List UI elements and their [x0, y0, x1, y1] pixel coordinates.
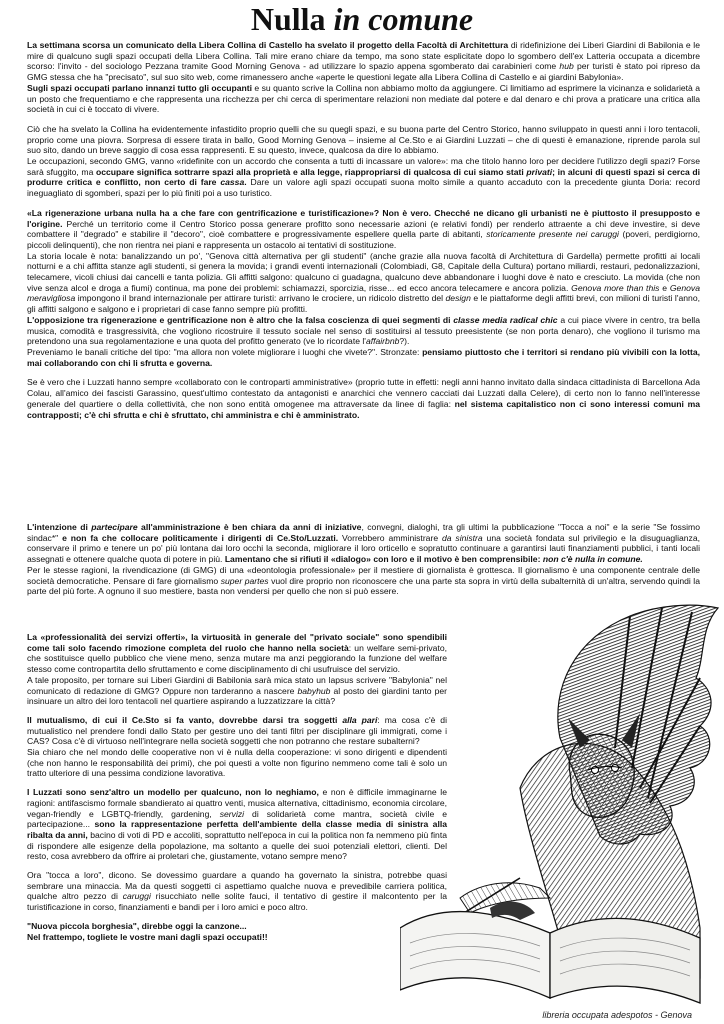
text-run: Sia chiaro che nel mondo delle cooperative non vi è nulla della cooperazione: vi sono dirigenti e dipendenti (che non hanno le responsabilità dei primi), che poi questi a volte non figurino nemmeno come tali è solo un tratto ulteriore di una pessima condizione lavorativa. — [27, 747, 447, 779]
text-run: per turisti è stato poi ripreso da GMG stessa che ha "precisato", sul suo sito web, come rimanessero anche «aperte le questioni legate alla Libera Collina di Castello e ai giardini Babylonia». — [27, 61, 701, 83]
text-run: L'intenzione di — [27, 522, 92, 532]
text-run: L'opposizione tra rigenerazione e gentrificazione non è altro che la falsa coscienza di quei segmenti di — [27, 314, 454, 325]
paragraph — [27, 124, 700, 156]
text-run: bacino di voti di PD e accoliti, soprattutto nell'epoca in cui la politica non fa nemmeno più finta di rispondere alle esigenze della popolazione, ma soltanto a quelle dei suoi potenziali elettori, clienti. Del resto, cosa avrebbero da offrire ai proletari che, giustamente, votano sempre meno? — [27, 829, 447, 862]
text-run: alla pari — [342, 714, 378, 725]
text-run: a cui piace vivere in centro, tra bella musica, comodità e trasgressività, che vogliono ricostruire il tessuto sociale nel senso di sostituirsi al tessuto preesistente (se non porta denaro), che vogliono il turismo ma pretendono una sua regolamentazione e una quota del profitto generato (ve lo ricordate l' — [27, 314, 700, 347]
paragraph — [27, 787, 447, 862]
text-run: . — [244, 177, 247, 188]
paragraph — [27, 208, 700, 251]
text-run: e non è difficile immaginarne le ragioni: antifascismo formale sbandierato ai quattro venti, musica alternativa, cittadinismo, economia circolare, vegan-friendly e LGBTQ-friendly, gardening, — [27, 787, 447, 819]
text-run: e le piattaforme degli affitti brevi, con milioni di turisti l'anno, gli affitti salgono e salgono e i proprietari di case fanno sempre più profitti. — [27, 293, 700, 315]
text-run: Preveniamo le banali critiche del tipo: "ma allora non volete migliorare i luoghi che vivete?". Stronzate: — [27, 346, 423, 357]
text-run: La settimana scorsa un comunicato della Libera Collina di Castello ha svelato il progetto della Facoltà di Architettura — [27, 40, 509, 50]
text-run: Genova meravigliosa — [27, 282, 700, 304]
text-run: Dare un valore agli spazi occupati suona molto simile a quanto accaduto con la precedente giunta Doria: record ineguagliato di sgomberi, spazi per lo più finiti poi a uso turistico. — [27, 177, 700, 199]
text-run: da sinistra — [441, 532, 483, 543]
text-run: di ridefinizione dei Liberi Giardini di Babilonia e le mire di qualcuno sugli spazi occupati della Libera Collina. Tali mire erano chiare da tempo, ma sono state esplicitate dopo lo sgombero dell'ex Latteria occupata a dicembre scorso: l'invito - del sociologo Pezzana tramite Good Morning Genova - ad utilizzare lo spazio appena sgomberato dai carabinieri come — [27, 40, 700, 72]
text-run: babyhub — [297, 685, 331, 696]
text-run: e su quanto scrive la Collina non abbiamo molto da aggiungere. Ci limitiamo ad esprimere la vicinanza e solidarietà a un posto che frequentiamo e che rappresenta una ricchezza per chi cerca di sperimentare relazioni non mediate dal potere e dal denaro e chi prova a praticare una critica alla società in cui ci è toccato di vivere. — [27, 82, 700, 115]
text-run: classe media radical chic — [453, 314, 558, 325]
paragraph — [27, 347, 700, 368]
text-run: Ora "tocca a loro", dicono. Se dovessimo guardare a quando ha governato la sinistra, potrebbe quasi sembrare una minaccia. Ma da questi soggetti ci aspettiamo qualche nuova e prevedibile carriera politica, qualche altro pezzo di — [27, 870, 447, 902]
paragraph — [27, 315, 700, 347]
text-run: ; in alcuni di questi spazi si cerca di produrre critica e conflitto, non certo di fare — [27, 166, 700, 188]
text-run: Lamentano che si rifiuti il «dialogo» con loro e il motivo è ben comprensibile: — [224, 554, 543, 565]
text-run: : un welfare semi-privato, che sostituisce quello pubblico che viene meno, senza mutare ma anzi peggiorando la funzione del welfare stesso come contropartita dello sfruttamento e come disciplinamento di chi usufruisce del servizio. — [27, 642, 447, 675]
text-run: Perché un territorio come il Centro Storico possa generare profitto sono necessarie azioni (e relativi fondi) per renderlo attraente a chi deve investire, si deve combattere il "degrado" e stabilire il "decoro", cioè combattere e progressivamente espellere quella parte di abitanti, — [27, 218, 700, 240]
paragraph — [27, 870, 447, 913]
paragraph — [27, 156, 700, 199]
text-run: Ciò che ha svelato la Collina ha evidentemente infastidito proprio quelli che su quegli spazi, e su buona parte del Centro Storico, hanno sviluppato in questi anni i loro tentacoli, proprio come una piovra. Sorpresa di essere tirata in ballo, Good Morning Genova – insieme al Ce.Sto e ai Giardini Luzzati – che di questi è emanazione, riprende parola sul suo sito, dando un breve saggio di cosa essa rappresenti. E su questo, invece, qualcosa da dire lo abbiamo. — [27, 123, 700, 156]
text-run: ?). — [399, 336, 410, 347]
title-italic: in comune — [333, 1, 474, 37]
paragraph — [27, 251, 700, 315]
text-run: , convegni, dialoghi, tra gli ultimi la pubblicazione "Tocca a noi" e la serie "Se fossimo sindac*" — [27, 522, 700, 543]
text-run: risucchiato nelle solite fauci, il tentativo di gestire il malcontento per la turistificazione in corso, finanziamenti e bandi per i loro amici e poco altro. — [27, 891, 447, 913]
text-run: e — [659, 282, 670, 293]
paragraph — [27, 675, 447, 707]
text-run: una società fondata sul privilegio e la disuguaglianza, conservare il primo e tenere un po' più lontana dai loro occhi la seconda, migliorare il loro orticello e sopratutto continuare a garantirsi lauti finanziamenti pubblici, i tanti locali assegnati e ottenere qualche quota di potere in più. — [27, 532, 701, 565]
text-run: Sugli spazi occupati parlano innanzi tutto gli occupanti — [27, 82, 253, 93]
text-run: caruggi — [122, 891, 151, 902]
paragraph — [27, 565, 700, 597]
paragraph — [27, 632, 447, 675]
paragraph — [27, 522, 700, 565]
closing-line: Nel frattempo, togliete le vostre mani dagli spazi occupati!! — [27, 931, 268, 942]
text-run: A tale proposito, per tornare sui Liberi Giardini di Babilonia sarà mica stato un lapsus scrivere "Babylonia" nel comunicato di redazione di GMG? Oppure non tarderanno a nascere — [27, 674, 447, 696]
closing-line: "Nuova piccola borghesia", direbbe oggi la canzone... — [27, 920, 247, 931]
text-run: «La rigenerazione urbana nulla ha a che fare con gentrificazione e turistificazione»? Non è vero. Checché ne dicano gli urbanisti ne è piuttosto il presupposto e l'origine. — [27, 207, 700, 229]
text-run: Per le stesse ragioni, la rivendicazione (di GMG) di una «deontologia professionale» per il mestiere di giornalista è grottesca. Il giornalismo è una componente centrale delle società democratiche. Pensare di fare giornalismo — [27, 564, 700, 586]
text-run: partecipare — [91, 522, 138, 532]
text-run: sono la rappresentazione perfetta dell'ambiente della classe media di sinistra alla ribalta da anni, — [27, 819, 447, 840]
text-run: privati — [526, 166, 553, 177]
text-run: pensiamo piuttosto che i territori si rendano più vivibili con la lotta, mai collaborando con chi li sfrutta e governa. — [27, 346, 700, 368]
text-run: Le occupazioni, secondo GMG, vanno «ridefinite con un accordo che consenta a tutti di incassare un valore»: ma che titolo hanno loro per decidere l'utilizzo degli spazi? Forse sarà sfuggito, ma — [27, 156, 700, 177]
text-run: Il mutualismo, di cui il Ce.Sto si fa vanto, dovrebbe darsi tra soggetti — [27, 714, 343, 725]
text-run: cassa — [220, 177, 245, 188]
text-run: all'amministrazione è ben chiara da anni di iniziative — [137, 522, 362, 532]
text-run: (poveri, perdigiorno, piccoli delinquenti), che non rientra nei piani e rappresenta un ostacolo ai tentativi di sostituzione. — [27, 229, 700, 250]
text-run: Vorrebbero amministrare — [338, 532, 442, 543]
text-run: Genova more than this — [571, 282, 660, 293]
text-run: servizi — [219, 808, 245, 819]
footer-signature: libreria occupata adespotos - Genova — [542, 1010, 692, 1020]
text-run: : ma cosa c'è di mutualistico nel prendere fondi dallo Stato per gestire uno dei tanti filtri per disciplinare gli immigrati, come i CAS? Cosa c'è di virtuoso nell'integrare nella società soggetti che non potranno che restare subalterni? — [27, 714, 448, 747]
text-run: storicamente presente nei caruggi — [486, 229, 619, 240]
paragraph — [27, 715, 447, 747]
paragraph — [27, 747, 447, 779]
text-run: nel sistema capitalistico non ci sono interessi comuni ma contrapposti; c'è chi sfrutta e chi è sfruttato, chi amministra e chi è amministrato. — [27, 398, 700, 420]
article-body — [27, 40, 700, 420]
title-main: Nulla — [250, 1, 334, 37]
text-run: vuol dire proprio non riconoscere che una parte sta sopra in virtù della subalternità di un'altra, servendo quindi la parte del più forte. A ognuno il suo mestiere, basta non vendersi per quello che non si può essere. — [27, 575, 700, 597]
text-run: affairbnb — [365, 336, 400, 347]
text-run: e non fa che collocare politicamente i dirigenti di Ce.Sto/Luzzati. — [62, 532, 339, 543]
text-run: La «professionalità dei servizi offerti», la virtuosità in generale del "privato sociale" sono spendibili come tali solo facendo rimozione completa del ruolo che hanno nella società — [27, 632, 447, 653]
text-run: non c'è nulla in comune. — [542, 554, 643, 565]
article-body-second — [27, 522, 700, 597]
text-run: design — [445, 293, 471, 304]
page-title — [0, 0, 724, 38]
text-run: al posto dei giardini tanto per insinuare un altro dei loro tentacoli nel quartiere aspirando a luzzatizzare la città? — [27, 685, 447, 707]
text-run: La storia locale è nota: banalizzando un po', "Genova città alternativa per gli studenti" (anche grazie alla nuova facoltà di Architettura di Gardella) permette profitti ai locali notturni e a chi affitta stanze agli studenti, si genera la movida; i grandi eventi internazionali (Colombiadi, G8, Capitale della Cultura) portano miliardi, restauri, pedonalizzazioni, telecamere, vicoli chiusi dai cancelli e tanta polizia. Gli affitti salgono: qualcuno ci guadagna, qualcuno deve abbandonare i luoghi dove è nato e cresciuto. La movida (che non vive senza alcol e droga a fiumi) continua, ma pone dei problemi: schiamazzi, sporcizia, risse... ed ecco ancora telecamere e ancora polizia. — [27, 250, 700, 293]
text-run: hub — [559, 61, 574, 72]
paragraph — [27, 40, 700, 83]
text-run: super partes — [220, 575, 269, 586]
text-run: impongono il brand internazionale per attirare turisti: arrivano le crociere, un ridicolo distretto del — [75, 293, 446, 304]
article-body-third — [27, 632, 700, 942]
text-run: di solidarietà come mantra, società civile e partecipazione... — [27, 808, 447, 830]
paragraph — [27, 83, 700, 115]
text-run: occupare significa sottrarre spazi alla proprietà e alla legge, riappropriarsi di qualcosa di cui siamo stati — [95, 166, 527, 177]
paragraph — [27, 377, 700, 420]
text-run: Se è vero che i Luzzati hanno sempre «collaborato con le controparti amministrative» (proprio tutte in effetti: negli anni hanno invitato dalla sindaca cittadinista di Barcellona Ada Colau, all'amico dei fascisti Garassino, quest'ultimo contestato da antagonisti e anarchici che vennero cacciati dai Luzzati dalla Celere), di certo non lo fanno nell'interesse generale del quartiere o della collettività, che non sono entità omogenee ma attraversate da linee di faglia: — [27, 377, 700, 409]
text-run: I Luzzati sono senz'altro un modello per qualcuno, non lo neghiamo, — [27, 787, 319, 798]
